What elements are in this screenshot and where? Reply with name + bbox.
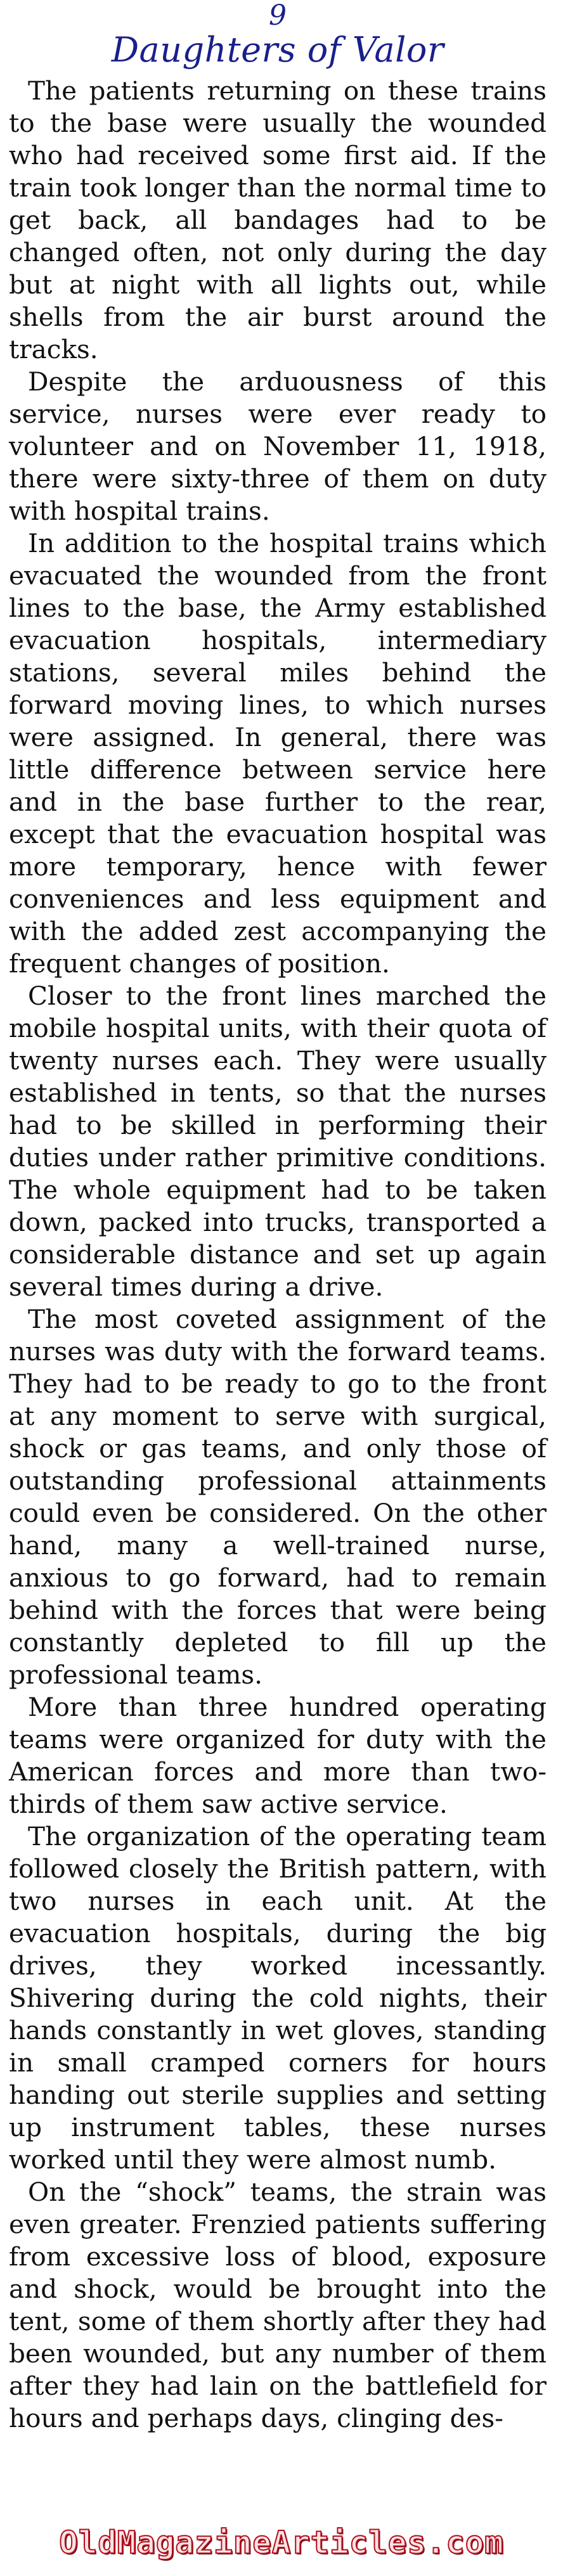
page-number: 9 (269, 0, 287, 32)
article-body (9, 75, 547, 2435)
watermark-footer (0, 2514, 563, 2571)
paragraph-6: More than three hundred operating teams were organized for duty with the American forces and more than two-thirds of them saw active service. (9, 1692, 547, 1819)
paragraph-8: On the “shock” teams, the strain was even greater. Frenzied patients suffering from excessive loss of blood, exposure and shock, would be brought into the tent, some of them shortly after they had been wounded, but any number of them after they had lain on the battlefield for hours and perhaps days, clinging des- (9, 2177, 547, 2433)
paragraph-5: The most coveted assignment of the nurses was duty with the forward teams. They had to be ready to go to the front at any moment to serve with surgical, shock or gas teams, and only those of outstanding professional attainments could even be considered. On the other hand, many a well-trained nurse, anxious to go forward, had to remain behind with the forces that were being constantly depleted to fill up the professional teams. (9, 1304, 547, 1690)
site-watermark: OldMagazineArticles.com (59, 2524, 504, 2561)
paragraph-2: Despite the arduousness of this service, nurses were ever ready to volunteer and on November 11, 1918, there were sixty-three of them on duty with hospital trains. (9, 366, 547, 526)
page-title: Daughters of Valor (111, 30, 444, 70)
paragraph-7: The organization of the operating team followed closely the British pattern, with two nurses in each unit. At the evacuation hospitals, during the big drives, they worked incessantly. Shivering during the cold nights, their hands constantly in wet gloves, standing in small cramped corners for hours handing out sterile supplies and setting up instrument tables, these nurses worked until they were almost numb. (9, 1821, 547, 2175)
paragraph-3: In addition to the hospital trains which evacuated the wounded from the front lines to the base, the Army established evacuation hospitals, intermediary stations, several miles behind the forward moving lines, to which nurses were assigned. In general, there was little difference between service here and in the base further to the rear, except that the evacuation hospital was more temporary, hence with fewer conveniences and less equipment and with the added zest accompanying the frequent changes of position. (9, 528, 547, 979)
paragraph-4: Closer to the front lines marched the mobile hospital units, with their quota of twenty nurses each. They were usually established in tents, so that the nurses had to be skilled in performing their duties under rather primitive conditions. The whole equipment had to be taken down, packed into trucks, transported a considerable distance and set up again several times during a drive. (9, 981, 547, 1302)
paragraph-1: The patients returning on these trains to the base were usually the wounded who had received some first aid. If the train took longer than the normal time to get back, all bandages had to be changed often, not only during the day but at night with all lights out, while shells from the air burst around the tracks. (9, 75, 547, 364)
